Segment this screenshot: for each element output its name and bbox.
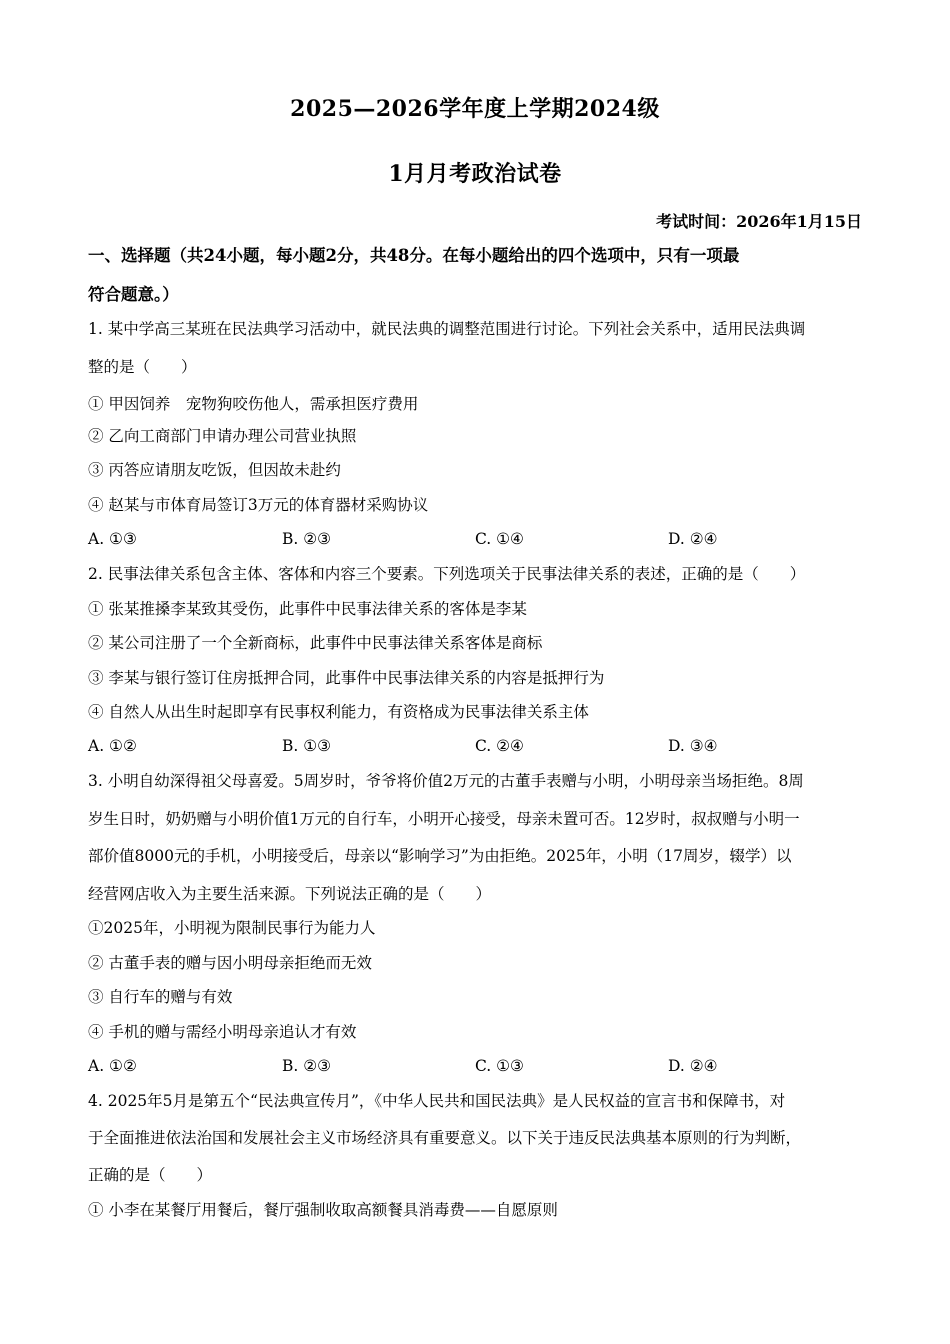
question-item: ③ 丙答应请朋友吃饭，但因故未赴约 (88, 461, 341, 479)
question-stem-line: 于全面推进依法治国和发展社会主义市场经济具有重要意义。以下关于违反民法典基本原则的行为判断， (88, 1129, 802, 1147)
option-c: C. ①④ (475, 530, 524, 548)
option-a: A. ①② (88, 737, 137, 755)
option-b: B. ②③ (282, 530, 332, 548)
question-item: ① 小李在某餐厅用餐后，餐厅强制收取高额餐具消毒费——自愿原则 (88, 1201, 558, 1219)
question-item: ② 乙向工商部门申请办理公司营业执照 (88, 427, 357, 445)
option-d: D. ②④ (668, 1057, 718, 1075)
option-a: A. ①② (88, 1057, 137, 1075)
question-stem-line: 正确的是（ ） (88, 1166, 213, 1184)
question-stem-line: 2. 民事法律关系包含主体、客体和内容三个要素。下列选项关于民事法律关系的表述，正确的是（ ） (88, 565, 806, 583)
exam-title-line1: 2025—2026学年度上学期2024级 (290, 96, 660, 122)
exam-title-line2: 1月月考政治试卷 (388, 161, 562, 187)
option-b: B. ②③ (282, 1057, 332, 1075)
question-stem-line: 1. 某中学高三某班在民法典学习活动中，就民法典的调整范围进行讨论。下列社会关系中，适用民法典调 (88, 320, 806, 338)
question-item: ③ 自行车的赠与有效 (88, 988, 233, 1006)
question-item: ④ 自然人从出生时起即享有民事权利能力，有资格成为民事法律关系主体 (88, 703, 589, 721)
question-stem-line: 经营网店收入为主要生活来源。下列说法正确的是（ ） (88, 885, 492, 903)
option-d: D. ②④ (668, 530, 718, 548)
question-stem-line: 整的是（ ） (88, 358, 197, 376)
question-stem-line: 岁生日时，奶奶赠与小明价值1万元的自行车，小明开心接受，母亲未置可否。12岁时，叔叔赠与小明一 (88, 810, 800, 828)
question-item: ④ 赵某与市体育局签订3万元的体育器材采购协议 (88, 496, 429, 514)
exam-date: 考试时间：2026年1月15日 (656, 212, 862, 231)
question-item: ④ 手机的赠与需经小明母亲追认才有效 (88, 1023, 357, 1041)
option-c: C. ①③ (475, 1057, 524, 1075)
question-item: ③ 李某与银行签订住房抵押合同，此事件中民事法律关系的内容是抵押行为 (88, 669, 605, 687)
option-b: B. ①③ (282, 737, 332, 755)
option-d: D. ③④ (668, 737, 718, 755)
question-item: ② 古董手表的赠与因小明母亲拒绝而无效 (88, 954, 372, 972)
option-a: A. ①③ (88, 530, 137, 548)
question-stem-line: 3. 小明自幼深得祖父母喜爱。5周岁时，爷爷将价值2万元的古董手表赠与小明，小明母亲当场拒绝。8周 (88, 772, 804, 790)
question-item: ② 某公司注册了一个全新商标，此事件中民事法律关系客体是商标 (88, 634, 543, 652)
question-stem-line: 4. 2025年5月是第五个“民法典宣传月”，《中华人民共和国民法典》是人民权益的宣言书和保障书，对 (88, 1092, 786, 1110)
question-item: ① 甲因饲养 宠物狗咬伤他人，需承担医疗费用 (88, 395, 419, 413)
question-item: ①2025年，小明视为限制民事行为能力人 (88, 919, 376, 937)
question-stem-line: 部价值8000元的手机，小明接受后，母亲以“影响学习”为由拒绝。2025年，小明（17周岁，辍学）以 (88, 847, 792, 865)
section-heading-line2: 符合题意。） (88, 285, 179, 304)
option-c: C. ②④ (475, 737, 524, 755)
question-item: ① 张某推搡李某致其受伤，此事件中民事法律关系的客体是李某 (88, 600, 527, 618)
section-heading-line1: 一、选择题（共24小题，每小题2分，共48分。在每小题给出的四个选项中，只有一项最 (88, 246, 740, 265)
